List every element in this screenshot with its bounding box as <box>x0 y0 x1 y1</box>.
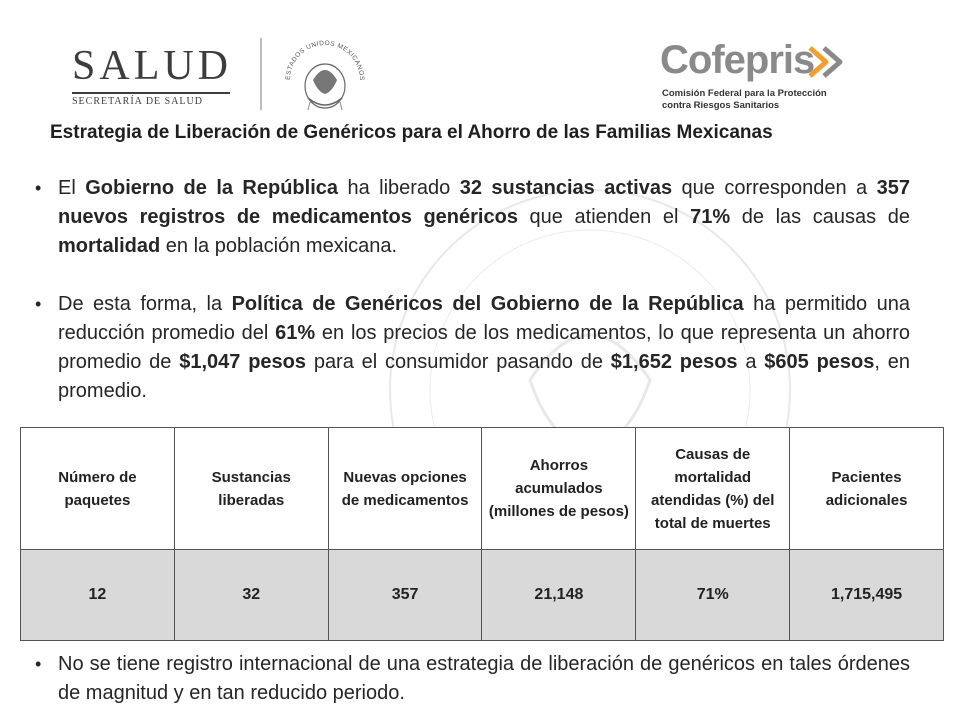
bullet-dot: • <box>35 178 42 198</box>
table-header-cell: Pacientes adicionales <box>790 428 944 550</box>
bullet-3 <box>35 650 910 708</box>
bullet-dot: • <box>35 294 42 314</box>
table-cell: 1,715,495 <box>790 550 944 641</box>
mexican-seal-icon <box>280 30 370 118</box>
salud-logo-subtitle: SECRETARÍA DE SALUD <box>72 96 203 107</box>
cofepris-arrow-icon <box>808 44 852 80</box>
table-cell: 32 <box>174 550 328 641</box>
table-header-row <box>21 428 944 550</box>
table-cell: 71% <box>636 550 790 641</box>
table-row <box>21 550 944 641</box>
table-header-cell: Sustancias liberadas <box>174 428 328 550</box>
table-header-cell: Nuevas opciones de medicamentos <box>328 428 482 550</box>
table-cell: 357 <box>328 550 482 641</box>
cofepris-subtitle-line2: contra Riesgos Sanitarios <box>662 100 780 111</box>
cofepris-logo-word: Cofepris <box>660 38 815 82</box>
seal-text: ESTADOS UNIDOS MEXICANOS <box>284 39 366 82</box>
cofepris-logo-subtitle <box>662 88 827 112</box>
logo-divider <box>260 38 262 110</box>
table-header-cell: Número de paquetes <box>21 428 175 550</box>
cofepris-logo <box>660 38 850 118</box>
table-header-cell: Ahorros acumulados (millones de pesos) <box>482 428 636 550</box>
savings-table <box>20 427 944 641</box>
bullet-dot: • <box>35 654 42 674</box>
salud-logo-rule <box>72 92 230 94</box>
salud-logo-word: SALUD <box>72 43 233 89</box>
bullet-3-text: No se tiene registro internacional de una estrategia de liberación de genéricos en tales órdenes de magnitud y en tan reducido periodo. <box>58 653 910 704</box>
bullet-1 <box>35 174 910 261</box>
page-title: Estrategia de Liberación de Genéricos para el Ahorro de las Familias Mexicanas <box>50 122 773 143</box>
table-header-cell: Causas de mortalidad atendidas (%) del total de muertes <box>636 428 790 550</box>
bullet-2-text: De esta forma, la Política de Genéricos del Gobierno de la República ha permitido una reducción promedio del 61% en los precios de los medicamentos, lo que representa un ahorro promedio de $1,047 pesos para el consumidor pasando de $1,652 pesos a $605 pesos, en promedio. <box>58 293 911 402</box>
salud-logo <box>62 40 242 110</box>
table-cell: 21,148 <box>482 550 636 641</box>
bullet-2 <box>35 290 910 406</box>
cofepris-subtitle-line1: Comisión Federal para la Protección <box>662 88 827 99</box>
table-cell: 12 <box>21 550 175 641</box>
header <box>0 0 960 118</box>
bullet-1-text: El Gobierno de la República ha liberado 32 sustancias activas que corresponden a 357 nuevos registros de medicamentos genéricos que atienden el 71% de las causas de mortalidad en la población mexicana. <box>58 177 910 257</box>
